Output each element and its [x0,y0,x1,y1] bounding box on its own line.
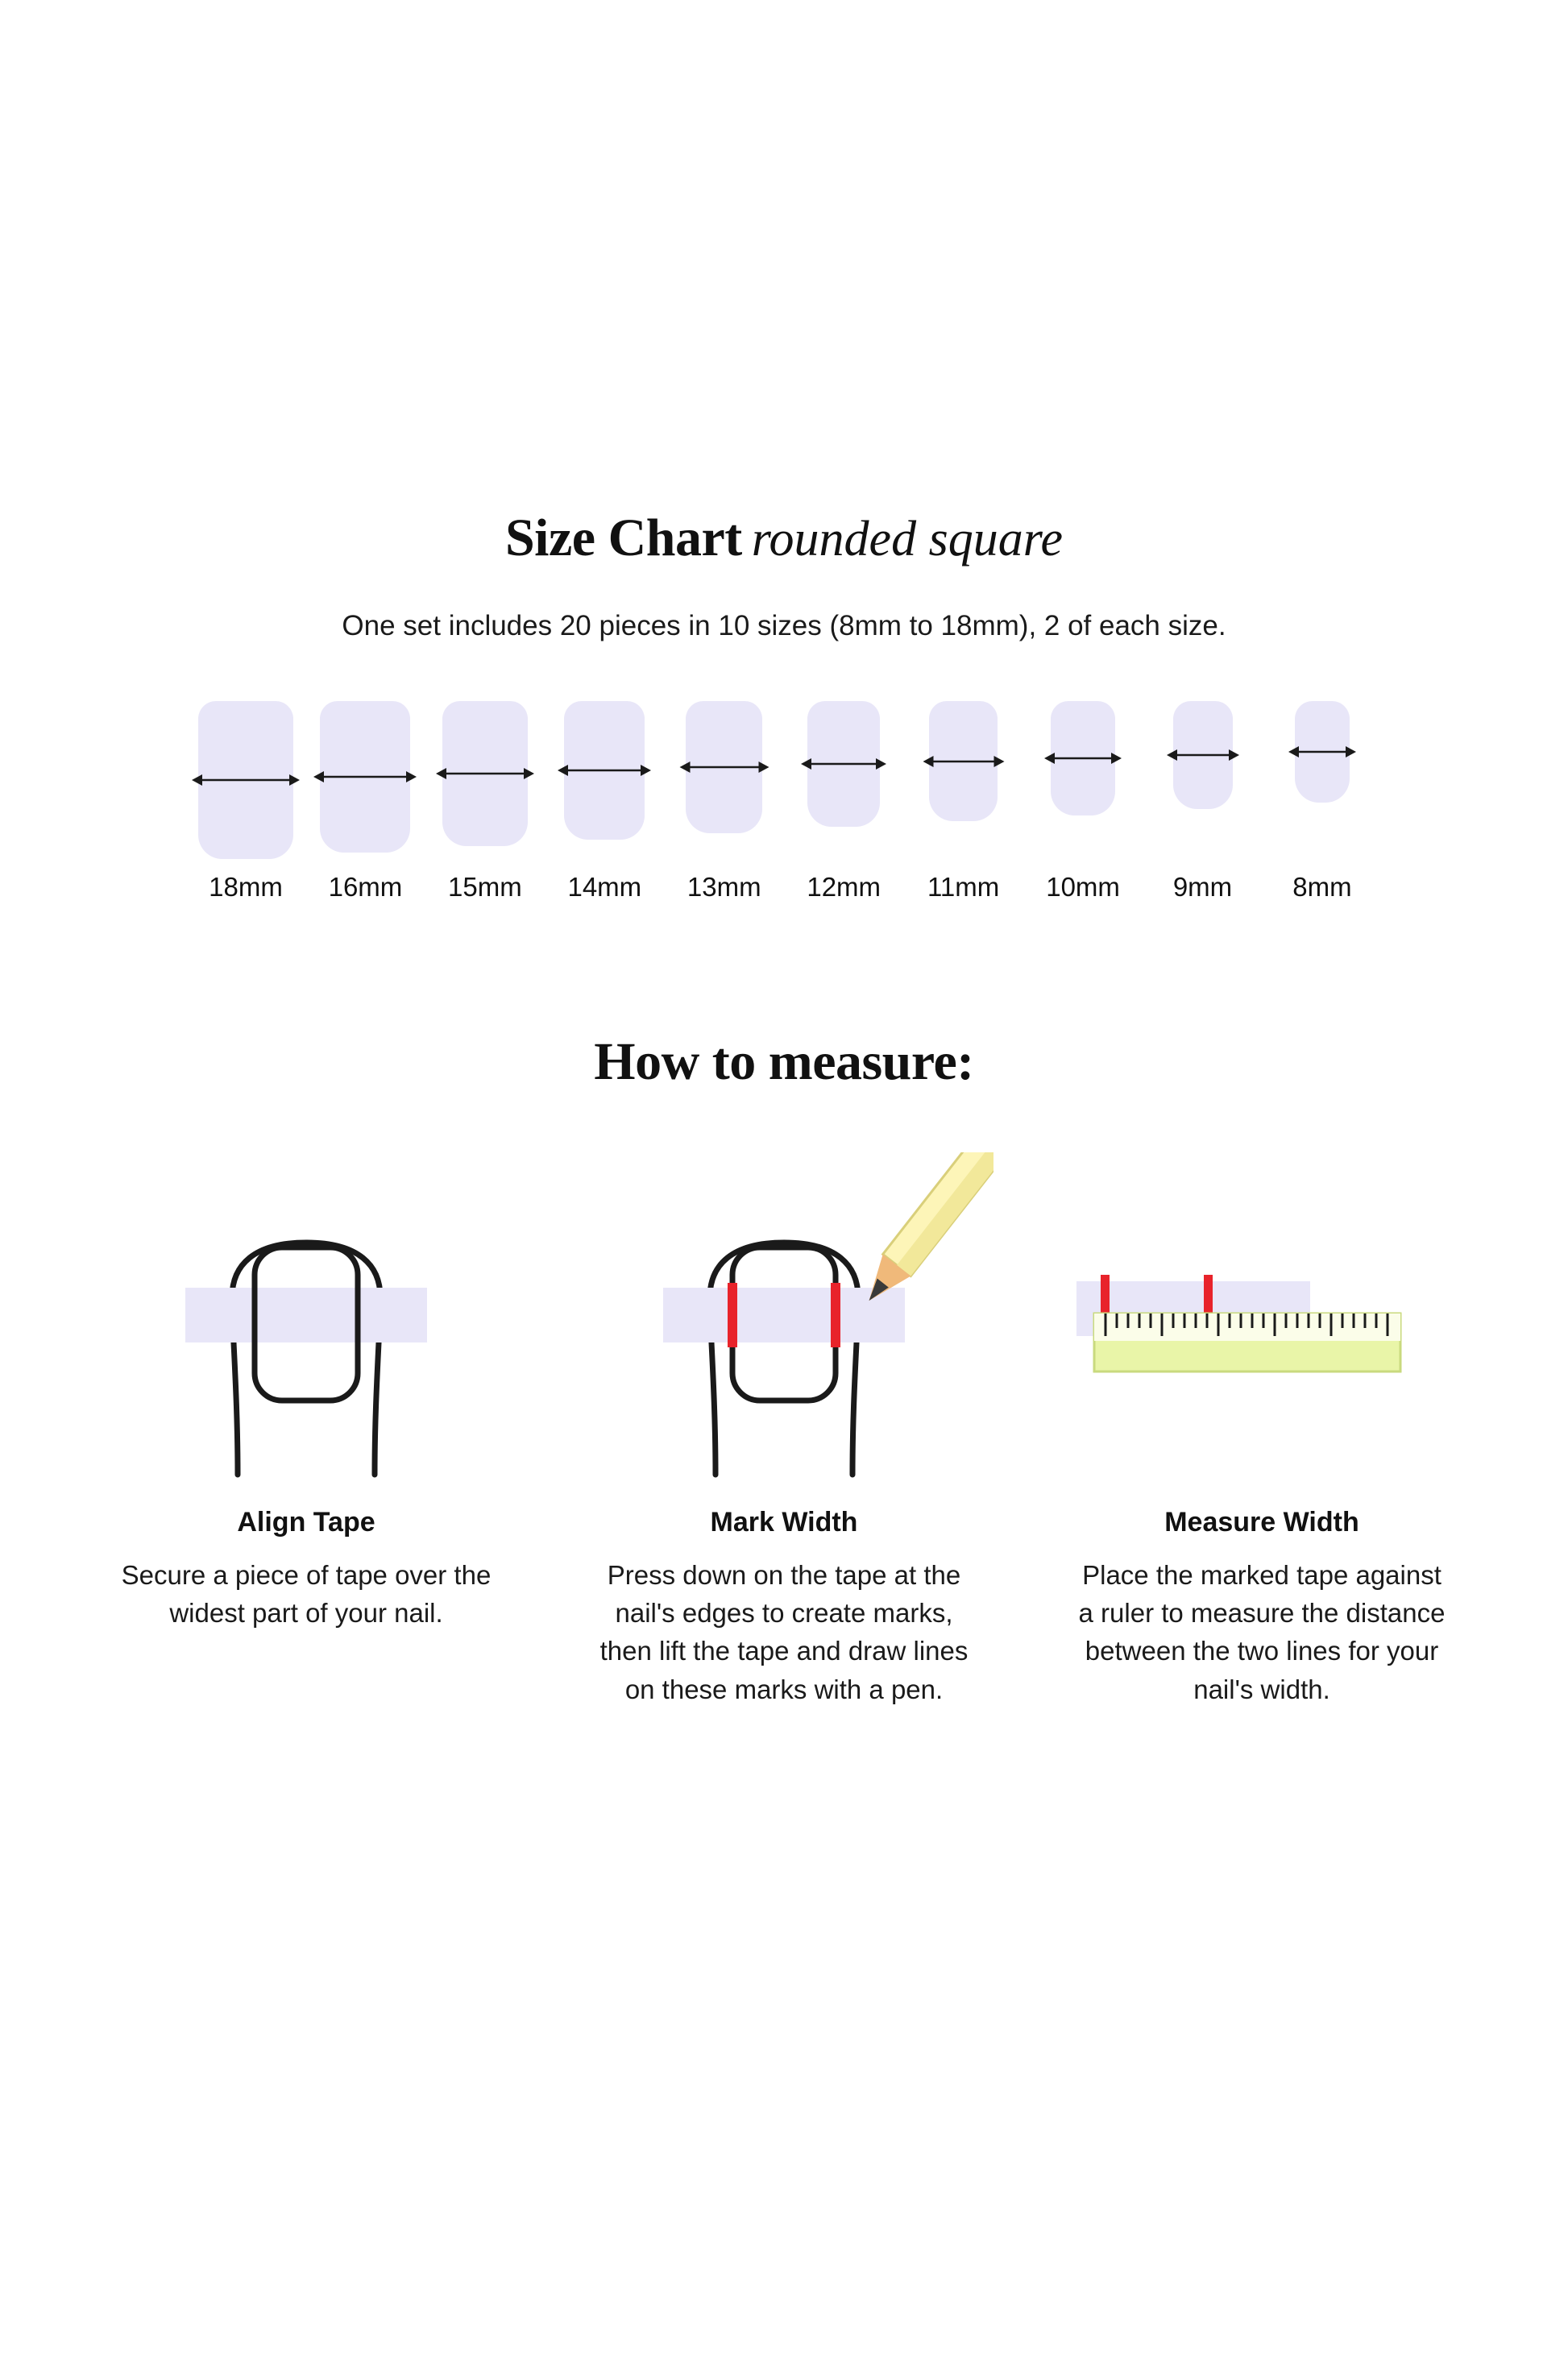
nail-size-row [196,701,1372,935]
nail-size-label: 15mm [448,872,522,902]
tape-on-ruler-illustration [1052,1152,1471,1491]
measure-step-measure-width [1052,1152,1471,1708]
step-body: Place the marked tape against a ruler to measure the distance between the two lines for your nail's width. [1078,1560,1446,1704]
measure-step-mark-width [575,1152,993,1708]
nail-shape-wrap [1272,701,1372,859]
nail-size-item [315,701,415,903]
mark-line-right [831,1283,840,1347]
nail-size-item [914,701,1014,903]
step-body: Press down on the tape at the nail's edges to create marks, then lift the tape and draw lines on these marks with a pen. [599,1560,969,1704]
width-arrow-icon [1043,748,1122,769]
nail-size-item [435,701,535,903]
width-arrow-icon [557,760,652,781]
nail-size-item [554,701,654,903]
nail-size-item [196,701,296,903]
nail-size-label: 14mm [567,872,642,902]
nail-size-label: 12mm [807,872,881,902]
width-arrow-icon [313,766,417,787]
step-title: Align Tape [237,1507,375,1538]
nail-size-label: 8mm [1292,872,1352,902]
nail-size-label: 10mm [1046,872,1120,902]
nail-shape-wrap [196,701,296,859]
step-body: Secure a piece of tape over the widest part of your nail. [121,1560,492,1629]
width-arrow-icon [435,763,535,784]
finger-marked-tape-pencil-illustration [575,1152,993,1491]
nail-size-label: 18mm [209,872,283,902]
width-arrow-icon [191,770,301,791]
measure-step-align-tape [97,1152,516,1708]
finger-with-tape-illustration [97,1152,516,1491]
width-arrow-icon [1288,741,1357,762]
page-title [0,508,1568,569]
nail-size-item [674,701,774,903]
nail-size-label: 16mm [328,872,403,902]
pencil-icon [855,1152,993,1312]
mark-line-left [728,1283,737,1347]
nail-size-item [794,701,894,903]
nail-shape-wrap [674,701,774,859]
nail-shape-wrap [554,701,654,859]
nail-size-label: 9mm [1172,872,1233,902]
nail-size-item [1033,701,1133,903]
nail-shape-wrap [914,701,1014,859]
step-title: Measure Width [1164,1507,1359,1538]
finger-tape-svg [97,1152,516,1491]
nail-shape-wrap [1153,701,1253,859]
measure-steps [97,1152,1471,1708]
nail-shape-wrap [315,701,415,859]
nail-size-item [1153,701,1253,903]
nail-shape-wrap [1033,701,1133,859]
width-arrow-icon [678,757,769,778]
nail-size-label: 13mm [687,872,761,902]
step-title: Mark Width [710,1507,858,1538]
width-arrow-icon [800,753,887,774]
nail-shape-wrap [794,701,894,859]
page-title-bold: Size Chart [504,508,742,567]
nail-size-item [1272,701,1372,903]
page-title-italic: rounded square [751,512,1064,566]
nail-size-label: 11mm [927,872,1000,902]
measure-width-svg [1052,1152,1471,1491]
width-arrow-icon [1166,745,1240,766]
nail-shape-wrap [435,701,535,859]
size-chart-subtitle: One set includes 20 pieces in 10 sizes (8mm to 18mm), 2 of each size. [342,610,1226,641]
how-to-measure-heading: How to measure: [594,1032,974,1091]
mark-width-svg [575,1152,993,1491]
width-arrow-icon [922,751,1005,772]
